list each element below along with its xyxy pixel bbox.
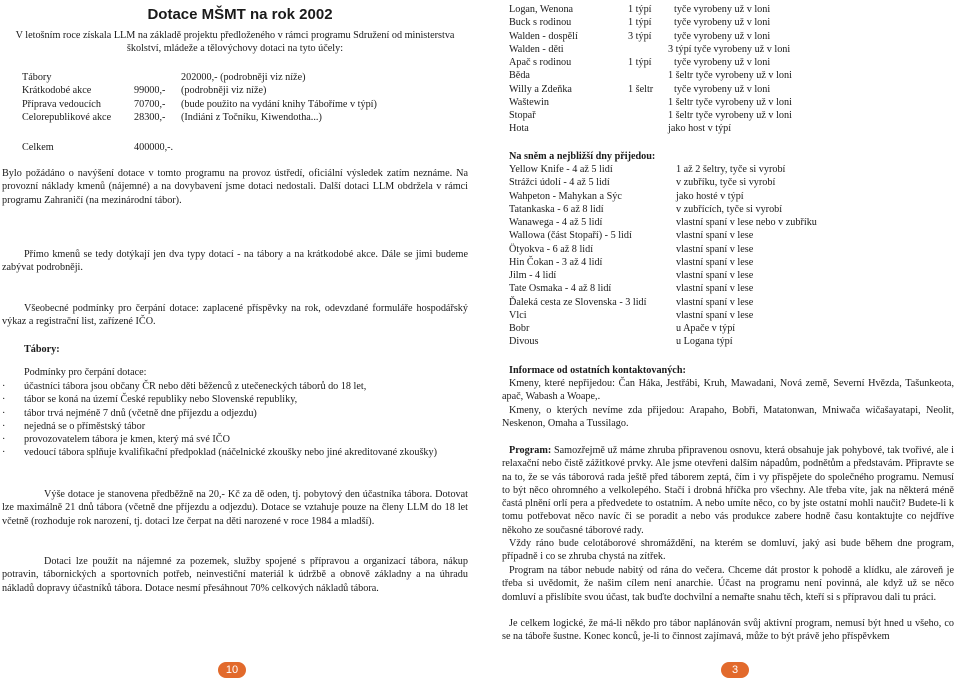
table-row: Ötyokva - 6 až 8 lidí vlastní spaní v lese	[509, 243, 754, 255]
tabory-heading: Tábory:	[24, 344, 60, 355]
table-row: Tatankaska - 6 až 8 lidí v zubřících, tyče si vyrobí	[509, 203, 783, 215]
table-row: Willy a Zdeňka 1 šeltr tyče vyrobeny už v loni	[509, 83, 771, 95]
bullet: ·	[2, 407, 6, 419]
program-paragraph-4: Je celkem logické, že má-li někdo pro tábor naplánován svůj aktivní program, nemusí být hned u všeho, co se na táboře šustne. Konec konců, je-li to činnost zajímavá, může to být právě jeho příspěvkem	[502, 618, 954, 643]
right-page	[480, 0, 960, 679]
allocation-amount-note: 202000,- (podrobněji viz níže)	[181, 72, 306, 83]
paragraph-usage: Dotaci lze použít na nájemné za pozemek, služby spojené s přípravou a organizací tábora, nákup potravin, tábornických a sportovních potřeb, neinvestiční materiál k údržbě a obnově základny a na úhradu nákladů dopravy účastníků tábora. Dotace nesmí přesáhnout 70% celkových nákladů tábora.	[2, 556, 468, 594]
info-not-coming: Kmeny, které nepřijedou: Čan Háka, Jestřábi, Kruh, Mawadani, Nová země, Severní Hvězda, Tašunkeota, apač, Wabash a Woape,.	[502, 378, 954, 403]
table-row: Vlci vlastní spaní v lese	[509, 309, 754, 321]
allocation-name: Příprava vedoucích	[22, 98, 101, 110]
table-row: Wallowa (část Stopaří) - 5 lidí vlastní spaní v lese	[509, 230, 754, 242]
arrivals-table	[509, 3, 949, 136]
paragraph-conditions: Všeobecné podmínky pro čerpání dotace: zaplacené příspěvky na rok, odevzdané formuláře hospodářský výkaz a registrační list, zařízené IČO.	[2, 303, 468, 328]
page-number-badge: 3	[721, 662, 749, 678]
table-row: Jilm - 4 lidí vlastní spaní v lese	[509, 270, 754, 281]
conditions-list	[2, 380, 468, 460]
list-item: · vedoucí tábora splňuje kvalifikační předpoklad (náčelnické zkoušky nebo jiné akreditované zkoušky)	[2, 447, 438, 459]
page-number-badge: 10	[218, 662, 246, 678]
lake-table	[509, 163, 949, 349]
bullet: ·	[2, 447, 6, 459]
allocation-name: Krátkodobé akce	[22, 85, 92, 97]
table-row: Buck s rodinou 1 týpí tyče vyrobeny už v loni	[509, 17, 771, 29]
program-paragraph	[502, 444, 954, 537]
table-row: Strážci údolí - 4 až 5 lidí v zubříku, tyče si vyrobí	[509, 177, 776, 189]
bullet: ·	[2, 420, 6, 432]
table-row: Wanawega - 4 až 5 lidí vlastní spaní v lese nebo v zubříku	[509, 217, 817, 228]
allocation-row	[22, 98, 472, 111]
table-row: Hin Čokan - 3 až 4 lidí vlastní spaní v lese	[509, 256, 754, 268]
table-row: Běda 1 šeltr tyče vyrobeny už v loni	[509, 70, 792, 82]
table-row: Hota jako host v týpí	[509, 123, 732, 135]
allocation-note: (Indiáni z Točníku, Kiwendotha...)	[181, 111, 322, 123]
list-item: · nejedná se o příměstský tábor	[2, 420, 146, 432]
allocation-table	[22, 71, 472, 124]
list-item: · provozovatelem tábora je kmen, který má své IČO	[2, 434, 230, 445]
program-label: Program:	[509, 445, 552, 456]
table-row: Walden - dospělí 3 týpí tyče vyrobeny už v loni	[509, 30, 771, 42]
paragraph-request: Bylo požádáno o navýšení dotace v tomto programu na provoz ústředí, oficiální výsledek zatím neznáme. Na provozní náklady kmenů (nájemné) a na dovybavení jsme dotaci nedostali. Další dotaci LLM obdržela v rámci programu Zahraničí (na mezinárodní tábor).	[2, 168, 468, 206]
program-paragraph-2: Vždy ráno bude celotáborové shromáždění, na kterém se domluví, jaký asi bude během dne program, případně i co se zhruba chystá na zítřek.	[502, 538, 954, 563]
info-unknown: Kmeny, o kterých nevíme zda přijedou: Arapaho, Bobři, Matatonwan, Mniwača wičašayatapi, Neolit, Neskenon, Omaha a Tussilago.	[502, 405, 954, 430]
allocation-amount	[134, 71, 181, 84]
table-row: Bobr u Apače v týpí	[509, 323, 736, 334]
page-title: Dotace MŠMT na rok 2002	[147, 6, 333, 23]
table-row: Tate Osmaka - 4 až 8 lidí vlastní spaní v lese	[509, 283, 754, 295]
allocation-note: (podrobněji viz níže)	[181, 85, 267, 97]
intro-paragraph: V letošním roce získala LLM na základě projektu předloženého v rámci programu Sdružení od ministerstva školství, mládeže a tělovýchovy dotaci na tyto účely:	[15, 30, 455, 55]
bullet: ·	[2, 434, 6, 445]
lake-heading: Na sněm a nejbližší dny přijedou:	[509, 151, 656, 162]
total-row	[22, 141, 322, 154]
total-label: Celkem	[22, 142, 54, 153]
list-item: · tábor se koná na území České republiky nebo Slovenské republiky,	[2, 394, 298, 406]
info-heading: Informace od ostatních kontaktovaných:	[509, 365, 686, 376]
program-paragraph-3: Program na tábor nebude nabitý od rána do večera. Chceme dát prostor k pohodě a klídku, ale zároveň je třeba si uvědomit, že našim cílem není anarchie. Účast na programu není povinná, ale když už se něco domluví a přislíbíte svou účast, tak buďte dochvilní a nemařte snahu těch, kteří si s přípravou dali tu práci.	[502, 565, 954, 603]
table-row: Ďaleká cesta ze Slovenska - 3 lidí vlastní spaní v lese	[509, 296, 754, 308]
allocation-amount: 28300,-	[134, 111, 166, 123]
table-row: Divous u Logana týpí	[509, 336, 733, 348]
allocation-note: (bude použito na vydání knihy Táboříme v týpí)	[181, 98, 377, 110]
allocation-amount: 70700,-	[134, 98, 166, 110]
table-row: Waštewin 1 šeltr tyče vyrobeny už v loni	[509, 96, 792, 108]
table-row: Yellow Knife - 4 až 5 lidí 1 až 2 šeltry, tyče si vyrobí	[509, 164, 786, 175]
table-row: Logan, Wenona 1 týpí tyče vyrobeny už v loni	[509, 4, 771, 15]
paragraph-amount: Výše dotace je stanovena předběžně na 20,- Kč za dě oden, tj. pobytový den účastníka tábora. Dotovat lze maximálně 21 dnů tábora (včetně dne příjezdu a odjezdu). Dotace se vztahuje pouze na členy LLM do 18 let včetně (rozhoduje rok narození, tj. dotaci lze čerpat na děti narozené v roce 1984 a mladší).	[2, 489, 468, 527]
total-value: 400000,-.	[134, 142, 174, 153]
table-row: Wahpeton - Mahykan a Sýc jako hosté v týpí	[509, 190, 744, 202]
table-row: Stopař 1 šeltr tyče vyrobeny už v loni	[509, 110, 792, 121]
table-row: Walden - děti 3 týpí tyče vyrobeny už v loni	[509, 43, 791, 55]
allocation-row	[22, 111, 472, 124]
allocation-amount: 99000,-	[134, 85, 166, 97]
conditions-heading: Podmínky pro čerpání dotace:	[24, 367, 147, 378]
allocation-row	[22, 71, 472, 84]
paragraph-direct: Přímo kmenů se tedy dotýkají jen dva typy dotací - na tábory a na krátkodobé akce. Dále se jimi budeme zabývat podrobněji.	[2, 249, 468, 274]
bullet: ·	[2, 394, 6, 406]
list-item: · tábor trvá nejméně 7 dnů (včetně dne příjezdu a odjezdu)	[2, 407, 257, 419]
program-text: Samozřejmě už máme zhruba připravenou osnovu, která obsahuje jak pohybové, tak tvořivé, ale i relaxační nebo čistě zážitkové prvky. Ale jsme otevřeni dalším nápadům, podnětům a představám. Připravte se na to, že se vás táborová rada ještě před táborem zeptá, čím i vy přispějete do společného programu. Nemusí to být něco ohromného a velkolepého. Stačí i drobná hříčka pro všechny. Ale třeba víte, jak na některá méně častá plnění orlí pera a předvedete to ostatním. A nebo umíte něco, co by jste ostatní mohli naučit? Budete-li k tomu potřebovat něco navíc či se poradit a nebo vás produkce zabere hodně času kontaktujte co nejdříve někoho ze současné táborové rady.	[502, 445, 954, 536]
bullet: ·	[2, 381, 6, 392]
allocation-name: Celorepublikové akce	[22, 111, 112, 123]
allocation-row	[22, 84, 472, 97]
table-row: Apač s rodinou 1 týpí tyče vyrobeny už v loni	[509, 57, 771, 68]
allocation-name: Tábory	[22, 72, 52, 83]
list-item: · účastníci tábora jsou občany ČR nebo děti běženců z utečeneckých táborů do 18 let,	[2, 381, 367, 392]
